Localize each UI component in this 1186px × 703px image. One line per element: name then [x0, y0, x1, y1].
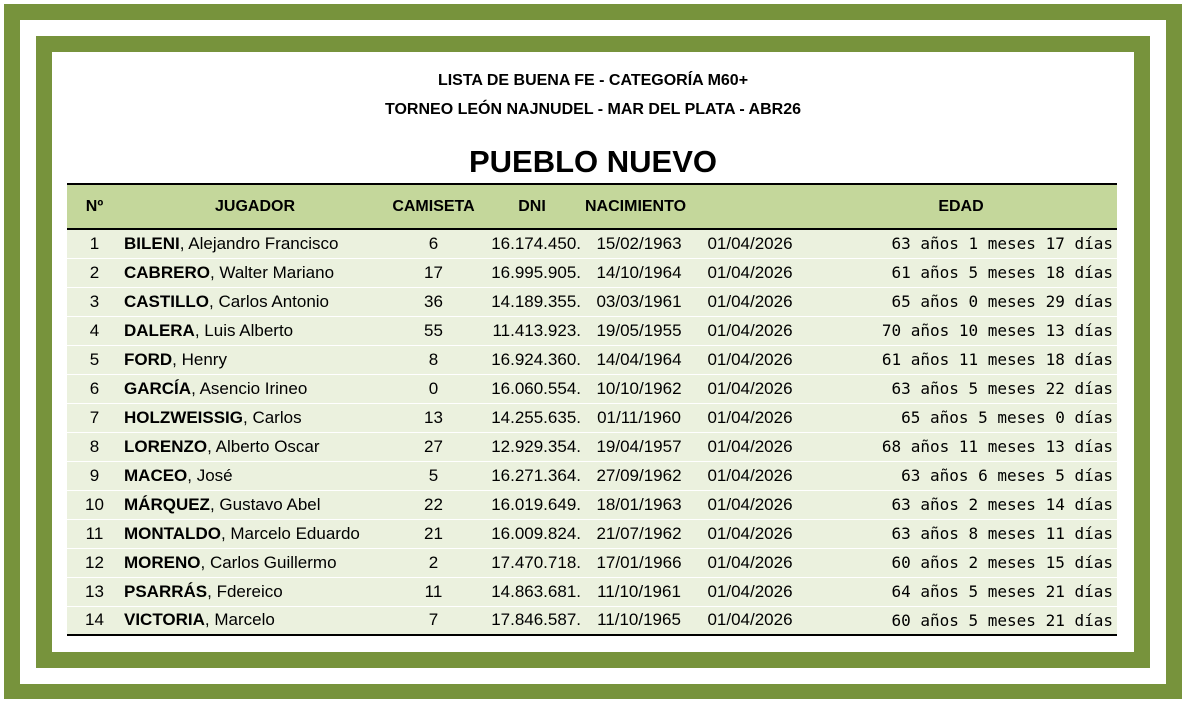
inner-green-frame: [36, 36, 1150, 668]
birth-date: 03/03/1961: [596, 291, 682, 311]
row-number: 10: [85, 494, 104, 514]
player-surname: MORENO: [124, 552, 201, 572]
dni: 16.019.649.: [491, 494, 581, 514]
reference-date: 01/04/2026: [707, 552, 793, 572]
player-name: [122, 461, 386, 490]
dni: 11.413.923.: [492, 320, 581, 340]
reference-date: 01/04/2026: [707, 610, 793, 630]
player-given-name: , Luis Alberto: [194, 320, 294, 340]
birth-date: 18/01/1963: [596, 494, 682, 514]
player-surname: MONTALDO: [124, 523, 221, 543]
dni: 14.255.635.: [491, 407, 581, 427]
header-shirt: CAMISETA: [392, 197, 475, 215]
player-given-name: , Carlos Antonio: [209, 291, 330, 311]
birth-date: 19/04/1957: [596, 436, 682, 456]
player-surname: BILENI: [124, 233, 180, 253]
row-number: 7: [89, 407, 100, 427]
reference-date: 01/04/2026: [707, 407, 793, 427]
player-surname: LORENZO: [124, 436, 208, 456]
age: 60 años 5 meses 21 días: [891, 610, 1113, 630]
player-given-name: , José: [187, 465, 233, 485]
player-surname: DALERA: [124, 320, 195, 340]
age: 65 años 0 meses 29 días: [891, 292, 1113, 311]
table-row: [67, 461, 1117, 490]
table-row: [67, 606, 1117, 635]
row-number: 2: [89, 262, 100, 282]
birth-date: 11/10/1965: [597, 610, 681, 630]
reference-date: 01/04/2026: [707, 233, 793, 253]
shirt-number: 8: [428, 349, 439, 369]
shirt-number: 55: [424, 320, 443, 340]
birth-date: 19/05/1955: [596, 320, 682, 340]
table-row: [67, 432, 1117, 461]
age: 65 años 5 meses 0 días: [901, 408, 1113, 427]
birth-date: 14/04/1964: [596, 349, 682, 369]
age: 68 años 11 meses 13 días: [881, 437, 1113, 456]
header-ref-date: [695, 184, 805, 229]
player-given-name: , Henry: [172, 349, 227, 369]
table-row: [67, 287, 1117, 316]
player-name: [122, 258, 386, 287]
age: 63 años 8 meses 11 días: [891, 524, 1113, 543]
reference-date: 01/04/2026: [707, 378, 793, 398]
row-number: 1: [89, 233, 100, 253]
reference-date: 01/04/2026: [707, 262, 793, 282]
age: 61 años 11 meses 18 días: [881, 350, 1113, 369]
row-number: 13: [85, 581, 104, 601]
row-number: 9: [89, 465, 100, 485]
table-row: [67, 403, 1117, 432]
table-row: [67, 577, 1117, 606]
reference-date: 01/04/2026: [707, 291, 793, 311]
player-given-name: , Marcelo: [204, 610, 275, 630]
player-surname: CASTILLO: [124, 291, 209, 311]
document-title: LISTA DE BUENA FE - CATEGORÍA M60+: [437, 72, 749, 89]
shirt-number: 27: [424, 436, 443, 456]
header-age: EDAD: [938, 197, 984, 215]
dni: 16.995.905.: [491, 262, 581, 282]
player-name: [122, 316, 386, 345]
white-border: [20, 20, 1166, 684]
player-name: [122, 606, 386, 635]
table-header-row: [67, 184, 1117, 229]
birth-date: 15/02/1963: [596, 233, 682, 253]
player-given-name: , Marcelo Eduardo: [220, 523, 360, 543]
dni: 16.924.360.: [491, 349, 581, 369]
players-table: [67, 183, 1117, 636]
player-surname: PSARRÁS: [124, 581, 208, 601]
reference-date: 01/04/2026: [707, 349, 793, 369]
table-row: [67, 374, 1117, 403]
row-number: 6: [89, 378, 100, 398]
player-given-name: , Carlos: [243, 407, 302, 427]
table-row: [67, 519, 1117, 548]
player-surname: HOLZWEISSIG: [124, 407, 243, 427]
shirt-number: 7: [428, 610, 439, 630]
document-sheet: [52, 52, 1134, 652]
tournament-subtitle: TORNEO LEÓN NAJNUDEL - MAR DEL PLATA - ABR26: [384, 101, 802, 118]
reference-date: 01/04/2026: [707, 494, 793, 514]
age: 63 años 1 meses 17 días: [891, 234, 1113, 254]
birth-date: 11/10/1961: [597, 581, 681, 601]
player-given-name: , Walter Mariano: [209, 262, 335, 282]
shirt-number: 22: [424, 494, 443, 514]
dni: 16.060.554.: [491, 378, 581, 398]
player-name: [122, 490, 386, 519]
dni: 17.846.587.: [491, 610, 581, 630]
player-name: [122, 577, 386, 606]
reference-date: 01/04/2026: [707, 523, 793, 543]
dni: 16.271.364.: [491, 465, 581, 485]
reference-date: 01/04/2026: [707, 436, 793, 456]
shirt-number: 11: [424, 581, 443, 601]
header-player: JUGADOR: [214, 197, 295, 215]
table-row: [67, 548, 1117, 577]
table-body: [67, 229, 1117, 635]
birth-date: 27/09/1962: [596, 465, 682, 485]
shirt-number: 2: [428, 552, 439, 572]
player-given-name: , Gustavo Abel: [209, 494, 321, 514]
age: 63 años 6 meses 5 días: [901, 466, 1113, 485]
table-row: [67, 229, 1117, 258]
table-row: [67, 316, 1117, 345]
shirt-number: 21: [424, 523, 443, 543]
player-name: [122, 403, 386, 432]
player-name: [122, 432, 386, 461]
dni: 12.929.354.: [491, 436, 581, 456]
age: 61 años 5 meses 18 días: [891, 263, 1113, 282]
table-row: [67, 345, 1117, 374]
dni: 16.174.450.: [491, 233, 581, 253]
player-surname: GARCÍA: [124, 378, 192, 398]
shirt-number: 0: [428, 378, 439, 398]
shirt-number: 5: [428, 465, 439, 485]
player-given-name: , Alberto Oscar: [207, 436, 320, 456]
birth-date: 01/11/1960: [597, 407, 681, 427]
row-number: 5: [89, 349, 100, 369]
reference-date: 01/04/2026: [707, 465, 793, 485]
shirt-number: 17: [424, 262, 443, 282]
age: 63 años 2 meses 14 días: [891, 495, 1113, 514]
dni: 14.863.681.: [491, 581, 581, 601]
shirt-number: 6: [428, 233, 439, 253]
player-name: [122, 345, 386, 374]
row-number: 3: [89, 291, 100, 311]
player-surname: MÁRQUEZ: [124, 494, 210, 514]
shirt-number: 36: [424, 291, 443, 311]
birth-date: 14/10/1964: [596, 262, 682, 282]
player-name: [122, 548, 386, 577]
player-name: [122, 374, 386, 403]
dni: 14.189.355.: [491, 291, 581, 311]
team-name: PUEBLO NUEVO: [468, 144, 718, 179]
player-name: [122, 229, 386, 258]
row-number: 12: [85, 552, 104, 572]
outer-green-frame: [4, 4, 1182, 699]
player-name: [122, 519, 386, 548]
birth-date: 10/10/1962: [596, 378, 682, 398]
age: 70 años 10 meses 13 días: [881, 321, 1113, 340]
shirt-number: 13: [424, 407, 443, 427]
player-given-name: , Fdereico: [207, 581, 283, 601]
player-surname: FORD: [124, 349, 173, 369]
table-row: [67, 490, 1117, 519]
row-number: 11: [85, 523, 104, 543]
header-dni: DNI: [518, 197, 546, 215]
player-name: [122, 287, 386, 316]
player-given-name: , Carlos Guillermo: [200, 552, 337, 572]
player-given-name: , Alejandro Francisco: [179, 233, 339, 253]
birth-date: 17/01/1966: [596, 552, 682, 572]
birth-date: 21/07/1962: [596, 523, 682, 543]
header-num: Nº: [85, 197, 104, 215]
age: 63 años 5 meses 22 días: [891, 379, 1113, 398]
header-birth: NACIMIENTO: [585, 197, 687, 215]
row-number: 4: [89, 320, 100, 340]
player-surname: MACEO: [124, 465, 188, 485]
row-number: 8: [89, 436, 100, 456]
table-row: [67, 258, 1117, 287]
dni: 16.009.824.: [491, 523, 581, 543]
age: 64 años 5 meses 21 días: [891, 582, 1113, 601]
reference-date: 01/04/2026: [707, 320, 793, 340]
age: 60 años 2 meses 15 días: [891, 553, 1113, 572]
player-surname: VICTORIA: [124, 610, 205, 630]
player-given-name: , Asencio Irineo: [191, 378, 308, 398]
player-surname: CABRERO: [124, 262, 210, 282]
dni: 17.470.718.: [491, 552, 581, 572]
reference-date: 01/04/2026: [707, 581, 793, 601]
row-number: 14: [85, 610, 104, 630]
